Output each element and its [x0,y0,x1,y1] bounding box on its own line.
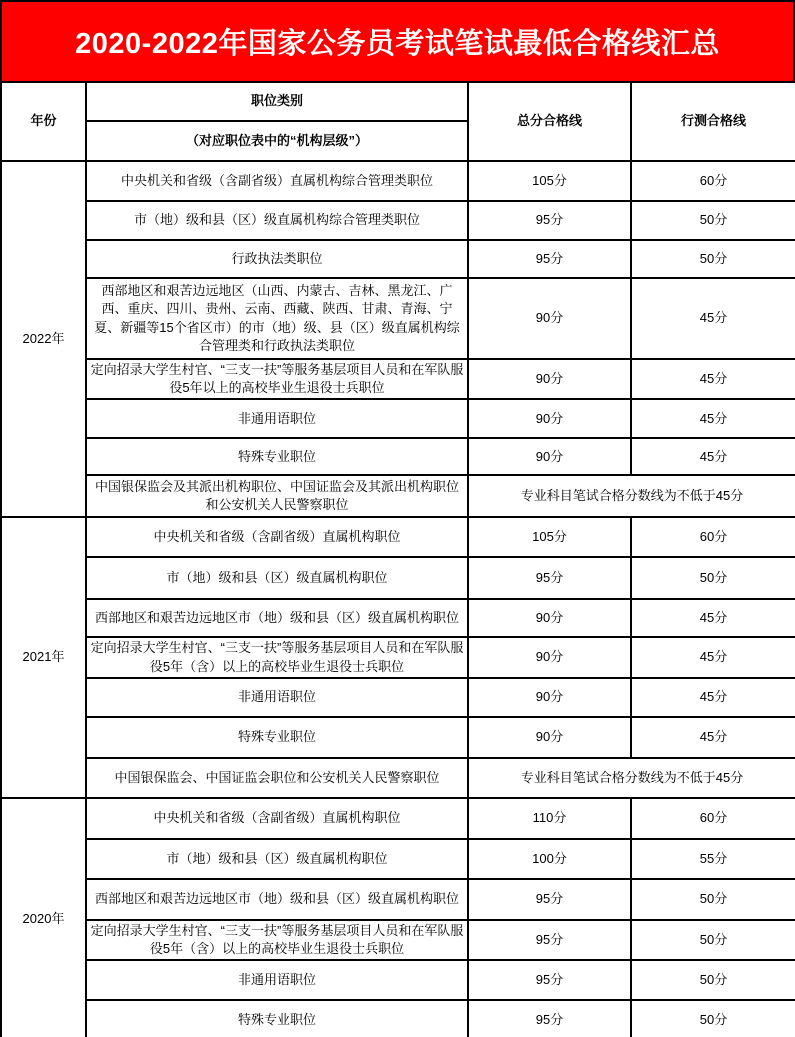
category-cell: 中央机关和省级（含副省级）直属机构综合管理类职位 [86,161,468,201]
xingce-score-cell: 50分 [631,920,795,960]
total-score-cell: 90分 [468,399,631,438]
xingce-score-cell: 55分 [631,839,795,879]
category-cell: 中国银保监会及其派出机构职位、中国证监会及其派出机构职位和公安机关人民警察职位 [86,475,468,517]
page-title: 2020-2022年国家公务员考试笔试最低合格线汇总 [75,28,720,60]
xingce-score-cell: 45分 [631,438,795,475]
xingce-score-cell: 60分 [631,798,795,839]
category-cell: 市（地）级和县（区）级直属机构职位 [86,557,468,599]
category-cell: 非通用语职位 [86,960,468,1000]
xingce-score-cell: 45分 [631,278,795,359]
xingce-score-cell: 50分 [631,879,795,920]
table-row [1,161,795,201]
table-row [1,758,795,798]
xingce-score-cell: 60分 [631,161,795,201]
table-row [1,637,795,677]
total-score-cell: 105分 [468,161,631,201]
table-row [1,839,795,879]
total-score-cell: 90分 [468,637,631,677]
category-cell: 定向招录大学生村官、“三支一扶”等服务基层项目人员和在军队服役5年（含）以上的高校毕业生退役士兵职位 [86,637,468,677]
header-category: 职位类别 [86,82,468,121]
total-score-cell: 90分 [468,438,631,475]
category-cell: 定向招录大学生村官、“三支一扶”等服务基层项目人员和在军队服役5年（含）以上的高校毕业生退役士兵职位 [86,920,468,960]
total-score-cell: 90分 [468,599,631,637]
category-cell: 非通用语职位 [86,678,468,717]
total-score-cell: 95分 [468,201,631,240]
merged-score-cell: 专业科目笔试合格分数线为不低于45分 [468,475,795,517]
total-score-cell: 95分 [468,1000,631,1037]
merged-score-cell: 专业科目笔试合格分数线为不低于45分 [468,758,795,798]
xingce-score-cell: 45分 [631,359,795,399]
year-cell-2021: 2021年 [1,517,86,797]
category-cell: 特殊专业职位 [86,438,468,475]
table-row [1,517,795,557]
total-score-cell: 110分 [468,798,631,839]
total-score-cell: 90分 [468,278,631,359]
total-score-cell: 95分 [468,920,631,960]
category-cell: 中央机关和省级（含副省级）直属机构职位 [86,798,468,839]
year-cell-2022: 2022年 [1,161,86,517]
total-score-cell: 105分 [468,517,631,557]
total-score-cell: 90分 [468,678,631,717]
xingce-score-cell: 50分 [631,960,795,1000]
xingce-score-cell: 60分 [631,517,795,557]
table-row [1,920,795,960]
total-score-cell: 100分 [468,839,631,879]
xingce-score-cell: 50分 [631,240,795,278]
total-score-cell: 95分 [468,557,631,599]
table-row [1,599,795,637]
xingce-score-cell: 45分 [631,637,795,677]
table-row [1,240,795,278]
category-cell: 市（地）级和县（区）级直属机构职位 [86,839,468,879]
table-row [1,1000,795,1037]
total-score-cell: 95分 [468,879,631,920]
total-score-cell: 90分 [468,359,631,399]
xingce-score-cell: 50分 [631,557,795,599]
xingce-score-cell: 45分 [631,678,795,717]
xingce-score-cell: 45分 [631,399,795,438]
header-year: 年份 [1,82,86,161]
category-cell: 西部地区和艰苦边远地区市（地）级和县（区）级直属机构职位 [86,879,468,920]
category-cell: 市（地）级和县（区）级直属机构综合管理类职位 [86,201,468,240]
table-row [1,798,795,839]
total-score-cell: 95分 [468,960,631,1000]
category-cell: 特殊专业职位 [86,717,468,758]
title-banner [0,0,795,81]
xingce-score-cell: 50分 [631,201,795,240]
table-row [1,201,795,240]
table-row [1,278,795,359]
category-cell: 特殊专业职位 [86,1000,468,1037]
table-row [1,359,795,399]
table-row [1,399,795,438]
header-total-score: 总分合格线 [468,82,631,161]
xingce-score-cell: 50分 [631,1000,795,1037]
category-cell: 中国银保监会、中国证监会职位和公安机关人民警察职位 [86,758,468,798]
year-cell-2020: 2020年 [1,798,86,1037]
category-cell: 行政执法类职位 [86,240,468,278]
header-category-sub: （对应职位表中的“机构层级”） [86,121,468,161]
category-cell: 中央机关和省级（含副省级）直属机构职位 [86,517,468,557]
category-cell: 西部地区和艰苦边远地区（山西、内蒙古、吉林、黑龙江、广西、重庆、四川、贵州、云南、西藏、陕西、甘肃、青海、宁夏、新疆等15个省区市）的市（地）级、县（区）级直属机构综合管理类和行政执法类职位 [86,278,468,359]
xingce-score-cell: 45分 [631,717,795,758]
table-row [1,475,795,517]
category-cell: 定向招录大学生村官、“三支一扶”等服务基层项目人员和在军队服役5年以上的高校毕业生退役士兵职位 [86,359,468,399]
category-cell: 非通用语职位 [86,399,468,438]
table-header-row [1,82,795,121]
table-row [1,678,795,717]
table-row [1,879,795,920]
xingce-score-cell: 45分 [631,599,795,637]
table-row [1,557,795,599]
total-score-cell: 95分 [468,240,631,278]
header-xingce-score: 行测合格线 [631,82,795,161]
category-cell: 西部地区和艰苦边远地区市（地）级和县（区）级直属机构职位 [86,599,468,637]
table-row [1,717,795,758]
table-row [1,960,795,1000]
table-row [1,438,795,475]
score-table [0,81,795,1037]
total-score-cell: 90分 [468,717,631,758]
